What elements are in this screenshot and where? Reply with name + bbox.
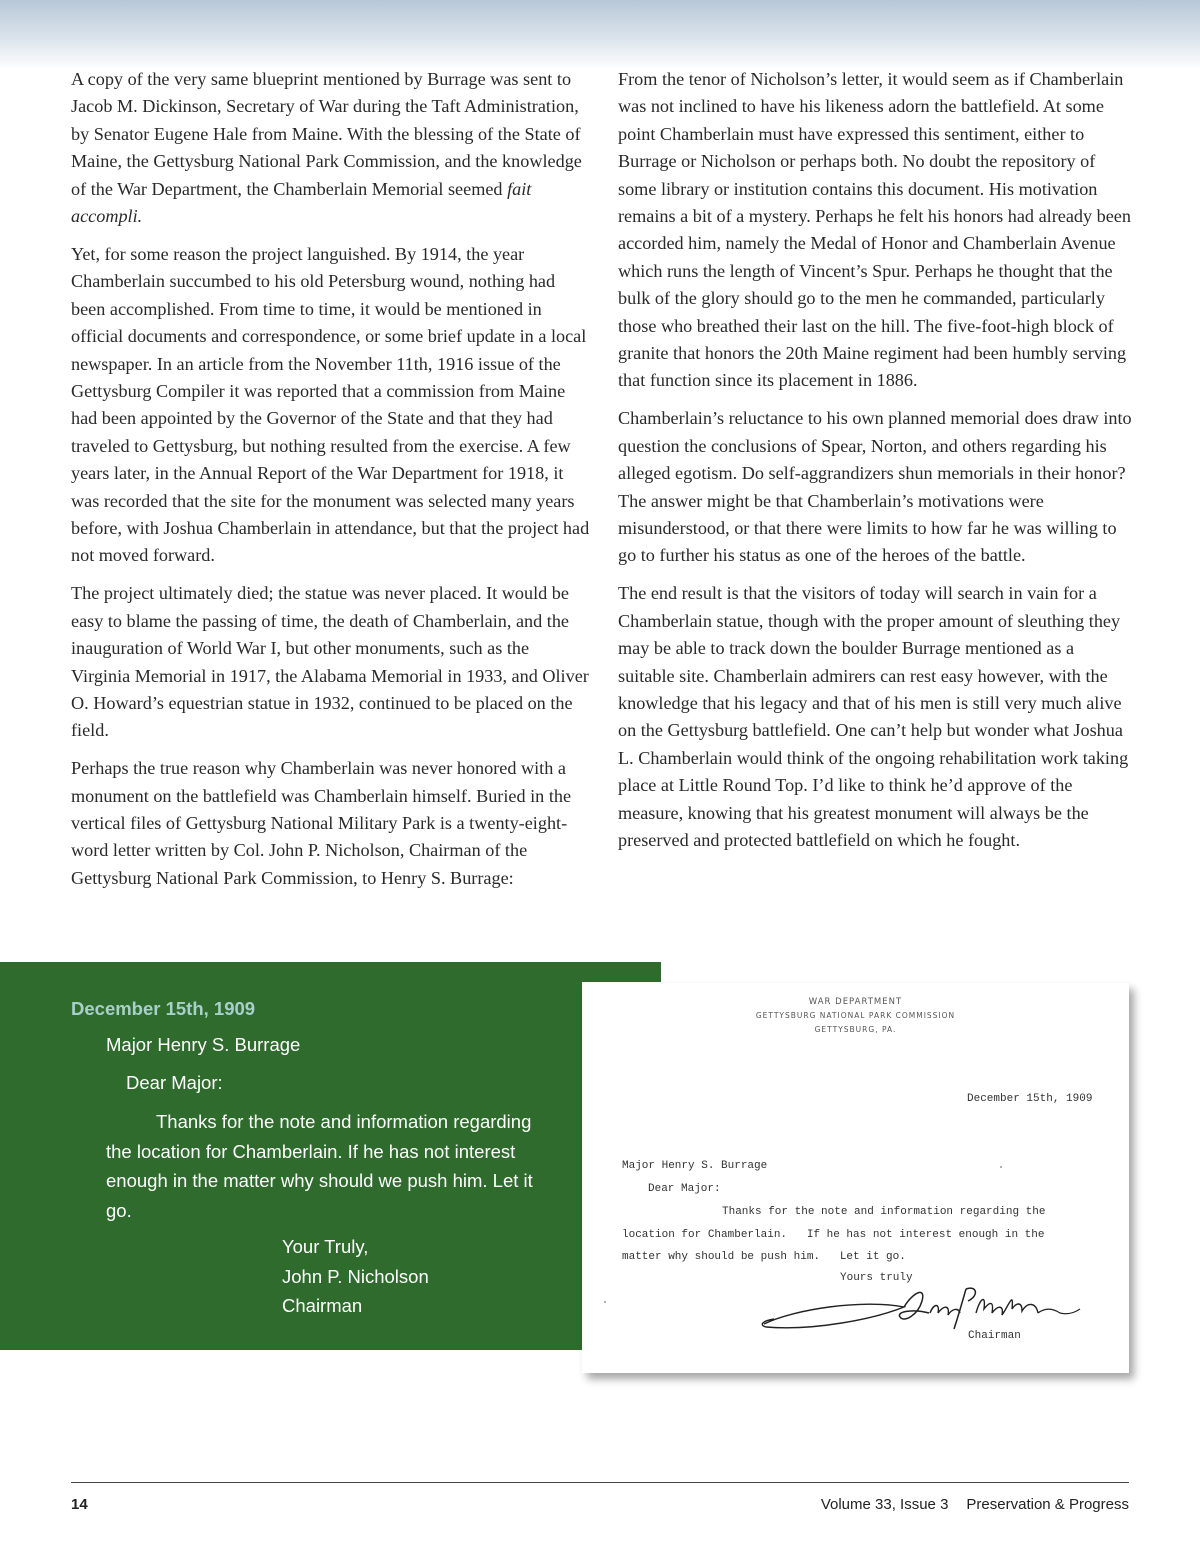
scan-speck [604, 1301, 606, 1303]
letter-signer: John P. Nicholson [282, 1265, 429, 1287]
letter-transcript-panel [0, 962, 661, 1350]
letter-signature-block [282, 1232, 429, 1321]
scan-recipient: Major Henry S. Burrage [622, 1160, 768, 1172]
article-paragraph: Yet, for some reason the project languished. By 1914, the year Chamberlain succumbed to his old Petersburg wound, nothing had been accomplished. From time to time, it would be mentioned in official documents and correspondence, or some brief update in a local newspaper. In an article from the November 11th, 1916 issue of the Gettysburg Compiler it was reported that a commission from Maine had been appointed by the Governor of the State and that they had traveled to Gettysburg, but nothing resulted from the exercise. A few years later, in the Annual Report of the War Department for 1918, it was recorded that the site for the monument was selected many years before, with Joshua Chamberlain in attendance, but that the project had not moved forward. [71, 243, 590, 566]
scan-body-line: matter why should be push him. Let it go. [622, 1251, 906, 1263]
scan-greeting: Dear Major: [648, 1183, 721, 1195]
letter-scan-image [582, 983, 1129, 1373]
handwritten-signature [754, 1279, 1084, 1339]
letter-date: December 15th, 1909 [71, 998, 256, 1019]
scan-closing: Yours truly [840, 1272, 913, 1284]
letter-greeting: Dear Major: [126, 1072, 223, 1093]
article-paragraph: Chamberlain’s reluctance to his own planned memorial does draw into question the conclusions of Spear, Norton, and others regarding his alleged egotism. Do self-aggrandizers shun memorials in their honor? The answer might be that Chamberlain’s motivations were misunderstood, or that there were limits to how far he was willing to go to further his status as one of the heroes of the battle. [618, 408, 1132, 566]
letterhead-commission: GETTYSBURG NATIONAL PARK COMMISSION [755, 1011, 956, 1020]
article-paragraph: From the tenor of Nicholson’s letter, it would seem as if Chamberlain was not inclined to have his likeness adorn the battlefield. At some point Chamberlain must have expressed this sentiment, either to Burrage or Nicholson or perhaps both. No doubt the repository of some library or institution contains this document. His motivation remains a bit of a mystery. Perhaps he felt his honors had already been accorded him, namely the Medal of Honor and Chamberlain Avenue which runs the length of Vincent’s Spur. Perhaps he thought that the bulk of the glory should go to the men he commanded, particularly those who breathed their last on the hill. The five-foot-high block of granite that honors the 20th Maine regiment had been humbly serving that function since its placement in 1886. [618, 69, 1131, 391]
article-column-right [618, 66, 1133, 865]
letter-transcript [0, 962, 582, 1350]
page-number: 14 [71, 1496, 88, 1513]
letter-body: Thanks for the note and information regarding the location for Chamberlain. If he has not interest enough in the matter why should we push him. Let it go. [106, 1111, 533, 1221]
scan-speck [1000, 1166, 1002, 1168]
letterhead-location: GETTYSBURG, PA. [814, 1025, 897, 1034]
scan-body-line: Thanks for the note and information regarding the [722, 1206, 1046, 1218]
footer-publication-info [803, 1496, 1129, 1513]
letter-recipient: Major Henry S. Burrage [106, 1034, 301, 1055]
header-gradient-band [0, 0, 1200, 70]
italic-phrase: fait accompli. [71, 178, 532, 227]
scan-body-line: location for Chamberlain. If he has not interest enough in the [622, 1229, 1045, 1241]
article-paragraph: The project ultimately died; the statue was never placed. It would be easy to blame the passing of time, the death of Chamberlain, and the inauguration of World War I, but other monuments, such as the Virginia Memorial in 1917, the Alabama Memorial in 1933, and Oliver O. Howard’s equestrian statue in 1932, continued to be placed on the field. [71, 583, 589, 741]
footer-divider [71, 1482, 1129, 1483]
paragraph-text: A copy of the very same blueprint mentioned by Burrage was sent to Jacob M. Dickinson, Secretary of War during the Taft Administration, by Senator Eugene Hale from Maine. With the blessing of the State of Maine, the Gettysburg National Park Commission, and the knowledge of the War Department, the Chamberlain Memorial seemed [71, 69, 582, 199]
letter-closing: Your Truly, [282, 1236, 369, 1257]
scan-title: Chairman [968, 1330, 1021, 1342]
footer-publication: Preservation & Progress [966, 1496, 1129, 1513]
article-paragraph: Perhaps the true reason why Chamberlain was never honored with a monument on the battlefield was Chamberlain himself. Buried in the vertical files of Gettysburg National Military Park is a twenty-eight-word letter written by Col. John P. Nicholson, Chairman of the Gettysburg National Park Commission, to Henry S. Burrage: [71, 758, 572, 888]
scan-date: December 15th, 1909 [967, 1093, 1093, 1105]
article-column-left [71, 66, 591, 903]
footer-volume: Volume 33, Issue 3 [820, 1496, 949, 1513]
article-paragraph [71, 66, 591, 230]
letterhead-department: WAR DEPARTMENT [808, 997, 903, 1007]
article-paragraph: The end result is that the visitors of today will search in vain for a Chamberlain statue, though with the proper amount of sleuthing they may be able to track down the boulder Burrage mentioned as a suitable site. Chamberlain admirers can rest easy however, with the knowledge that his legacy and that of his men is still very much alive on the Gettysburg battlefield. One can’t help but wonder what Joshua L. Chamberlain would think of the ongoing rehabilitation work taking place at Little Round Top. I’d like to think he’d approve of the measure, knowing that his greatest monument will always be the preserved and protected battlefield on which he fought. [618, 583, 1129, 850]
letter-signer-title: Chairman [282, 1295, 363, 1316]
